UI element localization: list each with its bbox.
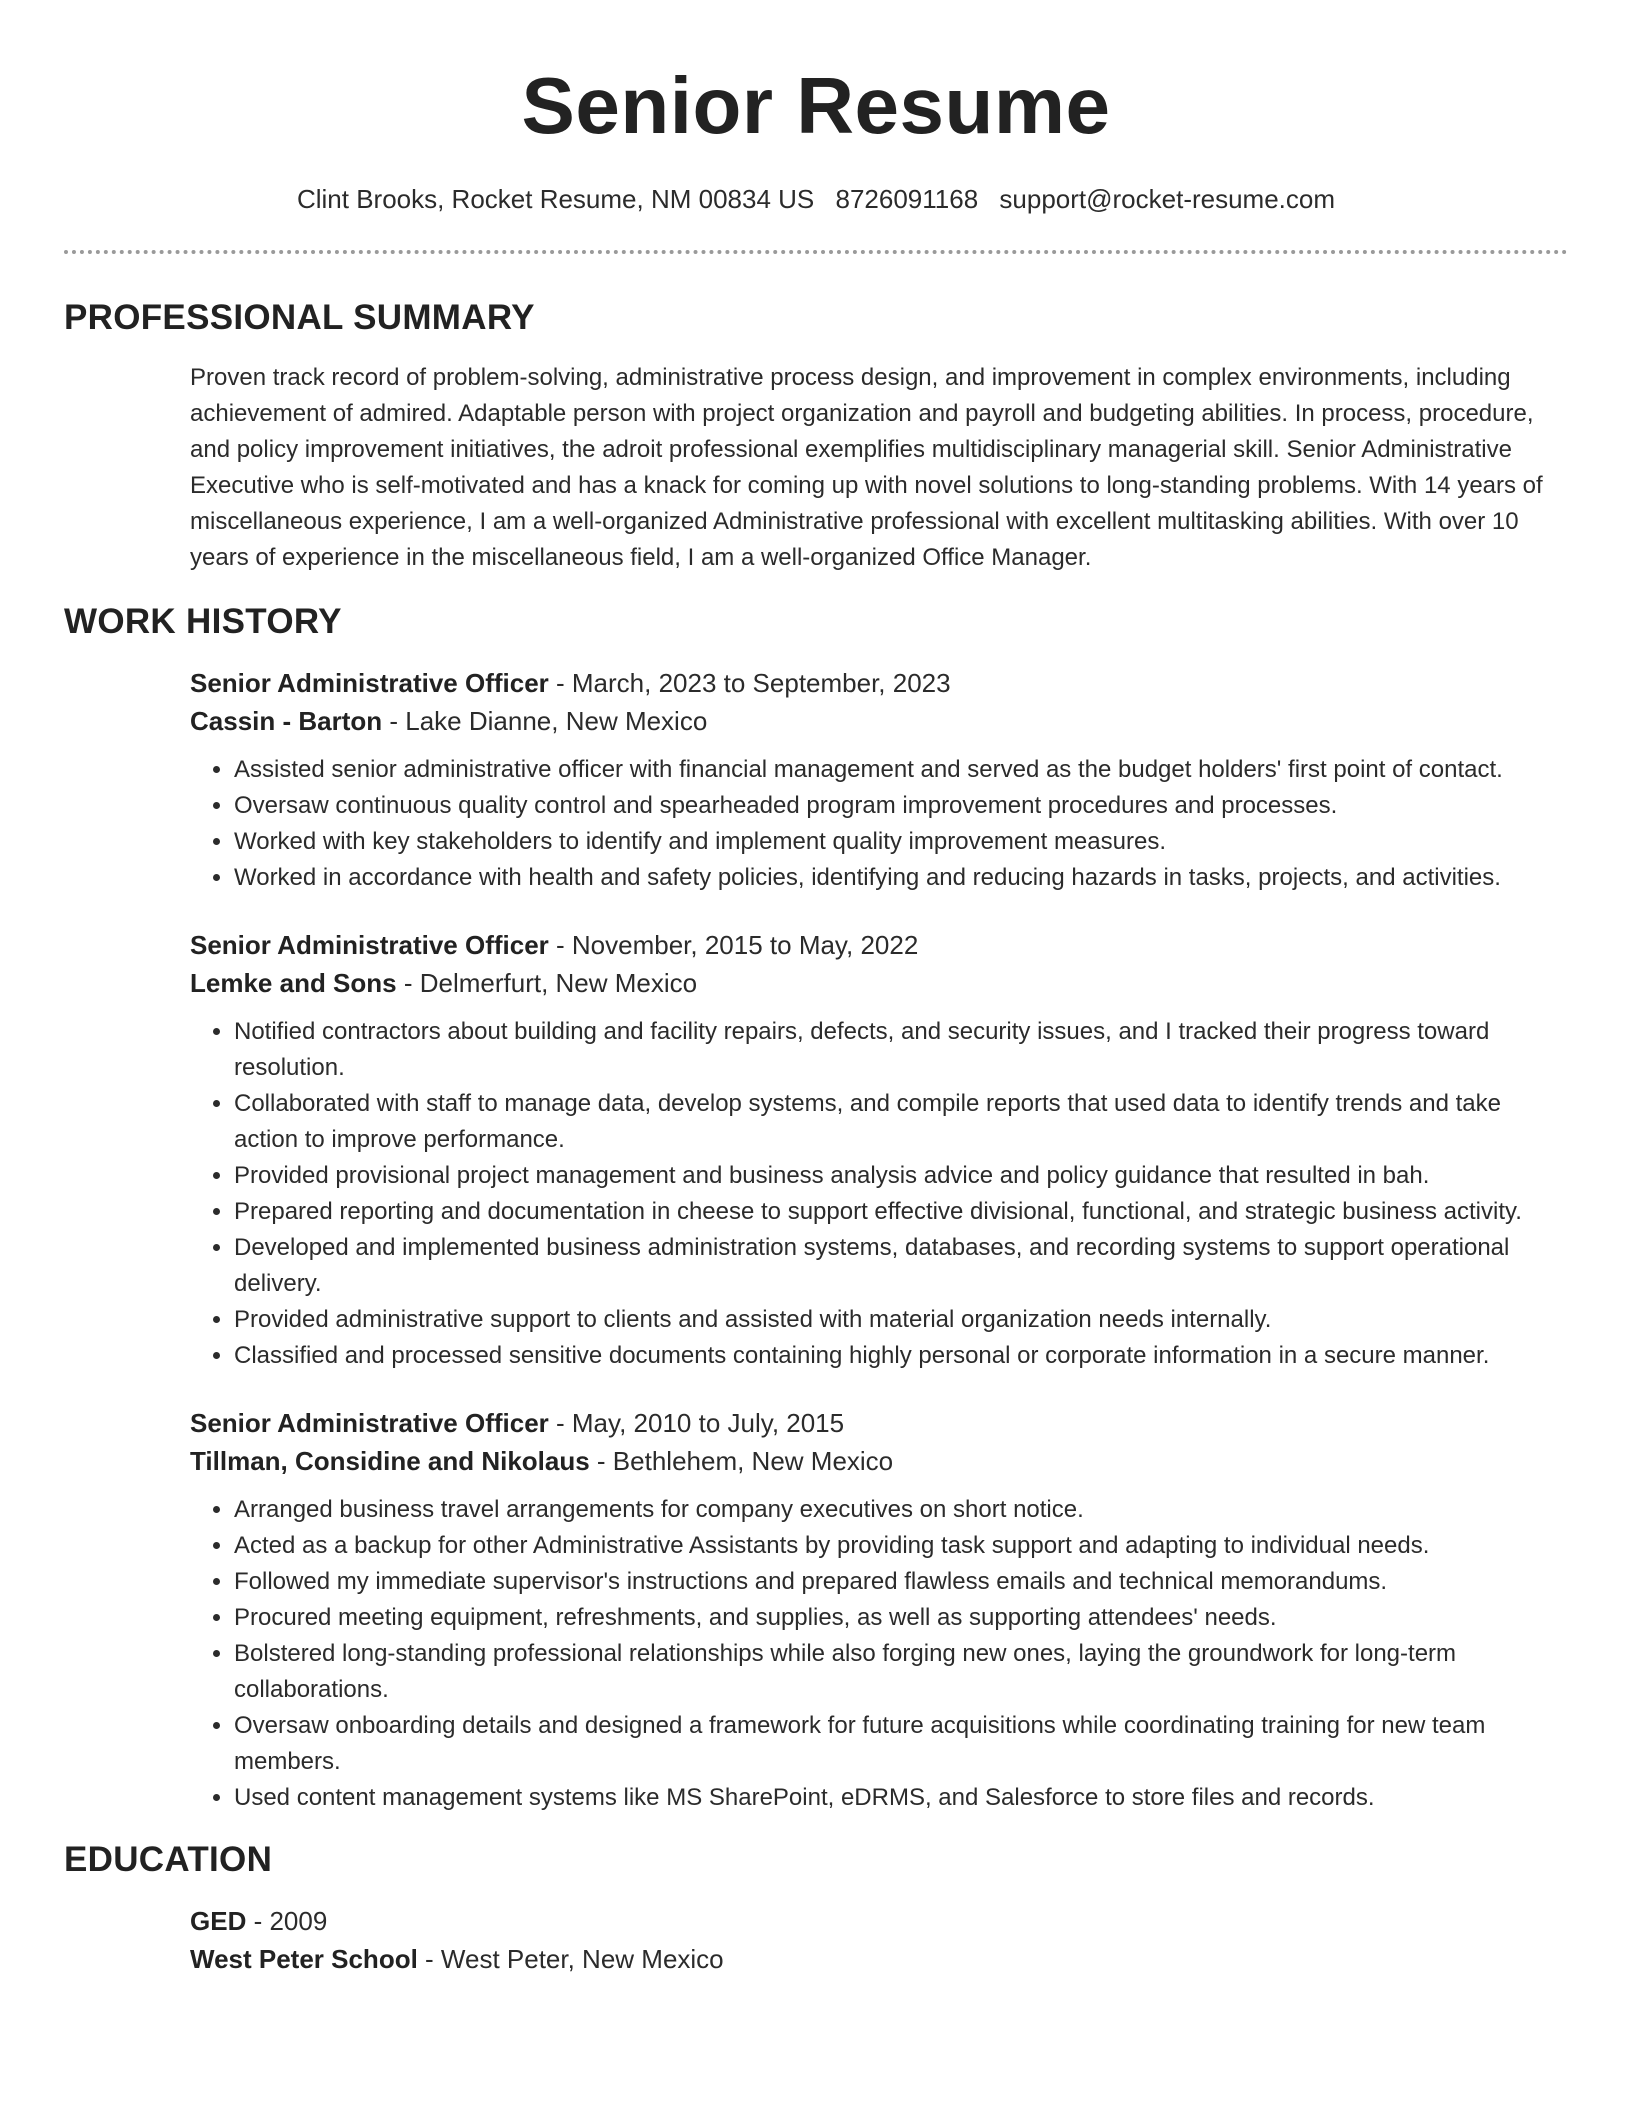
job-dates: - March, 2023 to September, 2023 xyxy=(548,668,951,698)
contact-email: support@rocket-resume.com xyxy=(999,184,1336,214)
job-bullet: • Prepared reporting and documentation in cheese to support effective divisional, functional, and strategic business activity. xyxy=(234,1194,1566,1230)
education-heading: EDUCATION xyxy=(64,1840,273,1879)
job-role: Senior Administrative Officer xyxy=(190,668,549,698)
job-bullet: • Provided administrative support to clients and assisted with material organization needs internally. xyxy=(234,1302,1566,1338)
contact-line xyxy=(0,182,1632,216)
job-role-line xyxy=(190,664,1566,702)
job-bullet: • Worked with key stakeholders to identify and implement quality improvement measures. xyxy=(234,824,1566,860)
job-bullet: • Collaborated with staff to manage data, develop systems, and compile reports that used data to identify trends and take action to improve performance. xyxy=(234,1086,1566,1158)
job-entry xyxy=(190,1404,1566,1816)
summary-heading: PROFESSIONAL SUMMARY xyxy=(64,298,535,337)
job-bullet: • Developed and implemented business administration systems, databases, and recording systems to support operational delivery. xyxy=(234,1230,1566,1302)
job-bullet: • Worked in accordance with health and safety policies, identifying and reducing hazards in tasks, projects, and activities. xyxy=(234,860,1566,896)
job-company-line xyxy=(190,1442,1566,1480)
job-bullet: • Acted as a backup for other Administrative Assistants by providing task support and adapting to individual needs. xyxy=(234,1528,1566,1564)
job-company-line xyxy=(190,702,1566,740)
job-bullet: • Procured meeting equipment, refreshments, and supplies, as well as supporting attendees' needs. xyxy=(234,1600,1566,1636)
summary-section xyxy=(190,360,1566,576)
job-bullets xyxy=(190,752,1566,896)
job-bullet: • Arranged business travel arrangements for company executives on short notice. xyxy=(234,1492,1566,1528)
job-dates: - November, 2015 to May, 2022 xyxy=(548,930,919,960)
job-bullet: • Oversaw onboarding details and designed a framework for future acquisitions while coordinating training for new team members. xyxy=(234,1708,1566,1780)
job-company: Cassin - Barton xyxy=(190,706,383,736)
resume-name: Senior Resume xyxy=(521,61,1111,150)
education-location: - West Peter, New Mexico xyxy=(417,1944,724,1974)
job-bullet: • Classified and processed sensitive documents containing highly personal or corporate information in a secure manner. xyxy=(234,1338,1566,1374)
education-year: - 2009 xyxy=(246,1906,328,1936)
job-bullet: • Used content management systems like MS SharePoint, eDRMS, and Salesforce to store files and records. xyxy=(234,1780,1566,1816)
job-bullet: • Bolstered long-standing professional relationships while also forging new ones, laying the groundwork for long-term collaborations. xyxy=(234,1636,1566,1708)
education-degree-line xyxy=(190,1902,1566,1940)
education-degree: GED xyxy=(190,1906,247,1936)
work-history-heading: WORK HISTORY xyxy=(64,602,342,641)
summary-text: Proven track record of problem-solving, administrative process design, and improvement in complex environments, including achievement of admired. Adaptable person with project organization and payroll and budgeting abilities. In process, procedure, and policy improvement initiatives, the adroit professional exemplifies multidisciplinary managerial skill. Senior Administrative Executive who is self-motivated and has a knack for coming up with novel solutions to long-standing problems. With 14 years of miscellaneous experience, I am a well-organized Administrative professional with excellent multitasking abilities. With over 10 years of experience in the miscellaneous field, I am a well-organized Office Manager. xyxy=(190,364,1543,571)
job-role: Senior Administrative Officer xyxy=(190,1408,549,1438)
job-bullet: • Assisted senior administrative officer with financial management and served as the budget holders' first point of contact. xyxy=(234,752,1566,788)
job-bullet: • Oversaw continuous quality control and spearheaded program improvement procedures and processes. xyxy=(234,788,1566,824)
job-location: - Delmerfurt, New Mexico xyxy=(396,968,698,998)
job-company: Lemke and Sons xyxy=(190,968,397,998)
job-bullets xyxy=(190,1492,1566,1816)
job-dates: - May, 2010 to July, 2015 xyxy=(548,1408,845,1438)
job-role-line xyxy=(190,926,1566,964)
job-bullets xyxy=(190,1014,1566,1374)
job-bullet: • Followed my immediate supervisor's instructions and prepared flawless emails and technical memorandums. xyxy=(234,1564,1566,1600)
job-entry xyxy=(190,926,1566,1374)
job-entry xyxy=(190,664,1566,896)
education-entry xyxy=(190,1902,1566,1978)
job-location: - Bethlehem, New Mexico xyxy=(589,1446,894,1476)
header-divider xyxy=(64,250,1568,254)
job-role-line xyxy=(190,1404,1566,1442)
contact-phone: 8726091168 xyxy=(835,184,979,214)
education-school: West Peter School xyxy=(190,1944,418,1974)
job-bullet: • Provided provisional project management and business analysis advice and policy guidance that resulted in bah. xyxy=(234,1158,1566,1194)
job-company-line xyxy=(190,964,1566,1002)
education-school-line xyxy=(190,1940,1566,1978)
job-role: Senior Administrative Officer xyxy=(190,930,549,960)
job-bullet: • Notified contractors about building and facility repairs, defects, and security issues, and I tracked their progress toward resolution. xyxy=(234,1014,1566,1086)
contact-address: Clint Brooks, Rocket Resume, NM 00834 US xyxy=(296,184,815,214)
job-company: Tillman, Considine and Nikolaus xyxy=(190,1446,590,1476)
job-location: - Lake Dianne, New Mexico xyxy=(382,706,708,736)
